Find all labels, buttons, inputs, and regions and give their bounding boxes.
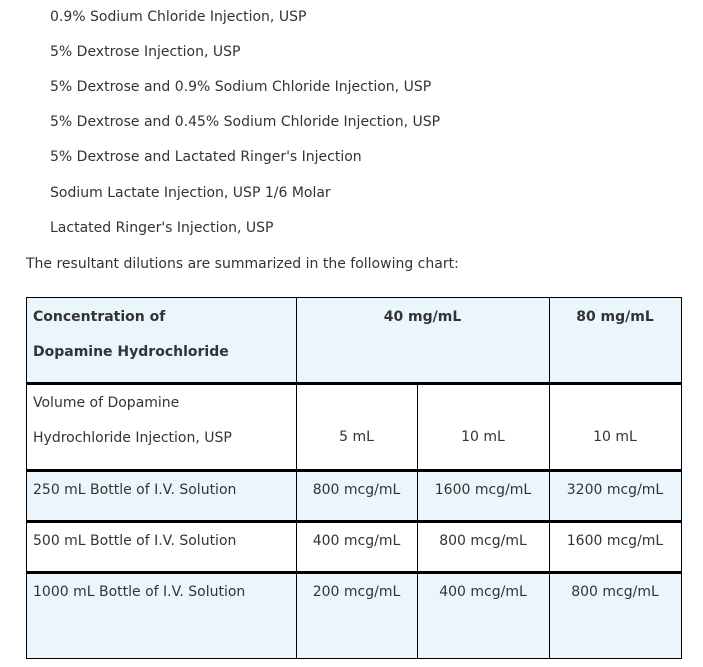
volume-label: Volume of Dopamine Hydrochloride Injection, USP <box>33 395 232 446</box>
list-item: 0.9% Sodium Chloride Injection, USP <box>50 9 307 25</box>
row-label: 1000 mL Bottle of I.V. Solution <box>33 584 246 600</box>
divider <box>26 571 682 574</box>
volume-cell: 10 mL <box>593 429 637 445</box>
header-40: 40 mg/mL <box>383 309 462 325</box>
header-80: 80 mg/mL <box>576 309 654 325</box>
list-item: Lactated Ringer's Injection, USP <box>50 220 274 236</box>
cell: 800 mcg/mL <box>439 533 527 549</box>
cell: 3200 mcg/mL <box>566 482 664 498</box>
divider <box>26 297 27 659</box>
cell: 800 mcg/mL <box>571 584 659 600</box>
cell: 400 mcg/mL <box>439 584 527 600</box>
row-label: 500 mL Bottle of I.V. Solution <box>33 533 237 549</box>
cell: 800 mcg/mL <box>312 482 401 498</box>
divider <box>26 658 682 659</box>
cell: 200 mcg/mL <box>312 584 401 600</box>
divider <box>26 382 682 385</box>
row-label: 250 mL Bottle of I.V. Solution <box>33 482 237 498</box>
divider <box>26 469 682 472</box>
list-item: 5% Dextrose and 0.9% Sodium Chloride Injection, USP <box>50 79 432 95</box>
divider <box>681 297 682 659</box>
volume-cell: 10 mL <box>461 429 505 445</box>
divider <box>549 297 550 659</box>
cell: 1600 mcg/mL <box>434 482 532 498</box>
header-concentration: Concentration of Dopamine Hydrochloride <box>33 309 229 360</box>
divider <box>26 520 682 523</box>
divider <box>417 384 418 659</box>
divider <box>296 297 297 659</box>
intro-text: The resultant dilutions are summarized in the following chart: <box>26 256 459 272</box>
volume-cell: 5 mL <box>339 429 374 445</box>
cell: 1600 mcg/mL <box>566 533 664 549</box>
divider <box>26 297 682 298</box>
list-item: Sodium Lactate Injection, USP 1/6 Molar <box>50 185 331 201</box>
list-item: 5% Dextrose and Lactated Ringer's Injection <box>50 149 362 165</box>
cell: 400 mcg/mL <box>312 533 401 549</box>
list-item: 5% Dextrose and 0.45% Sodium Chloride Injection, USP <box>50 114 441 130</box>
list-item: 5% Dextrose Injection, USP <box>50 44 241 60</box>
